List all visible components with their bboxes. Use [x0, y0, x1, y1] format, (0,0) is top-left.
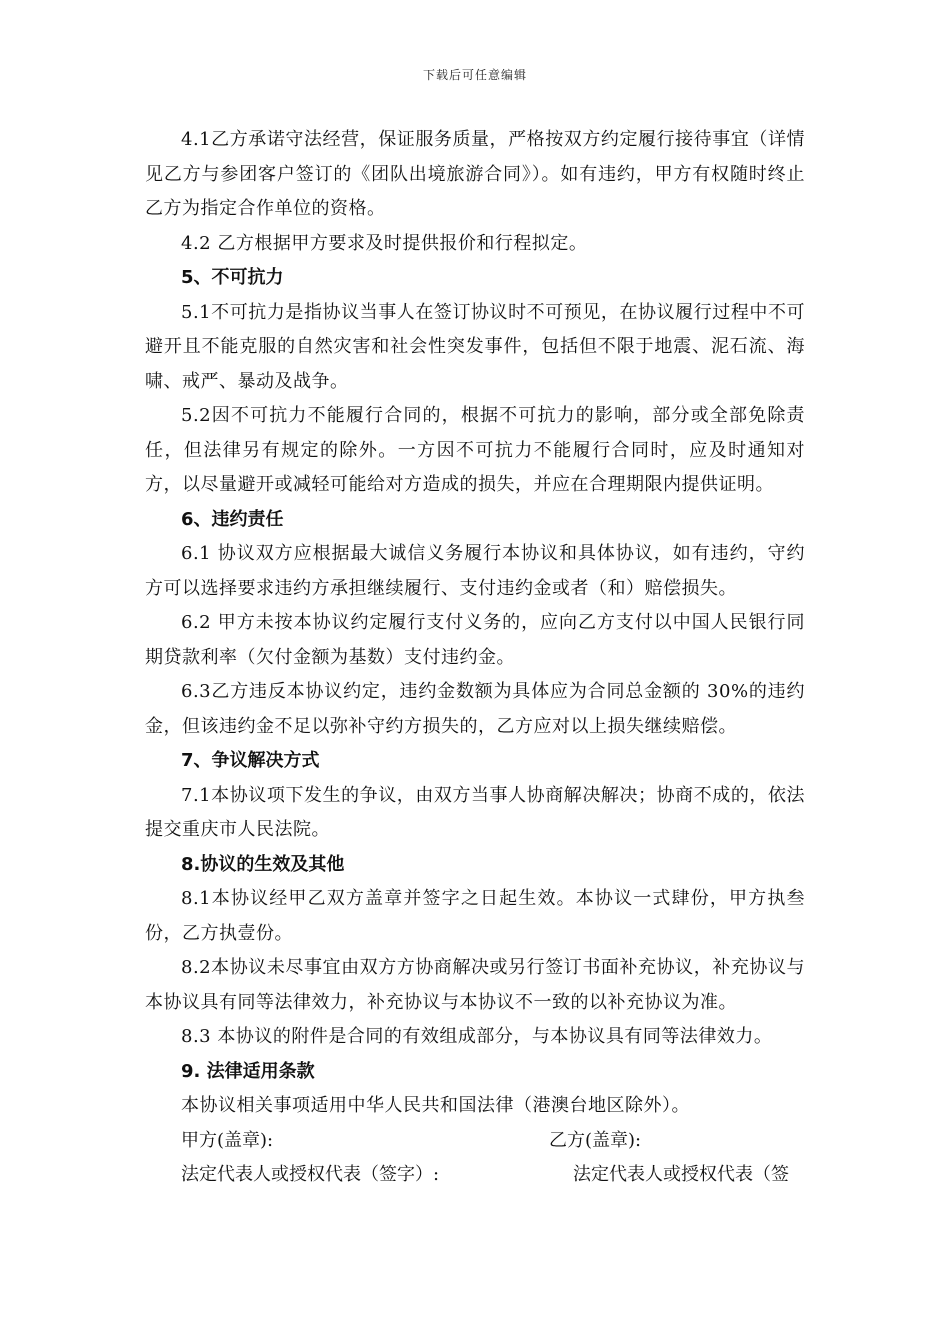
- clause-4-1: 4.1乙方承诺守法经营，保证服务质量，严格按双方约定履行接待事宜（详情见乙方与参团客户签订的《团队出境旅游合同》）。如有违约，甲方有权随时终止乙方为指定合作单位的资格。: [145, 129, 805, 219]
- section-heading-9: 9. 法律适用条款: [181, 1060, 315, 1082]
- clause-8-1: 8.1本协议经甲乙双方盖章并签字之日起生效。本协议一式肆份，甲方执叁份，乙方执壹份。: [145, 888, 805, 944]
- section-heading-7: 7、争议解决方式: [181, 750, 320, 771]
- party-a-seal-label: 甲方(盖章):: [181, 1129, 274, 1151]
- page-header: 下载后可任意编辑: [422, 68, 527, 82]
- clause-5-1: 5.1不可抗力是指协议当事人在签订协议时不可预见，在协议履行过程中不可避开且不能克服的自然灾害和社会性突发事件，包括但不限于地震、泥石流、海啸、戒严、暴动及战争。: [145, 301, 805, 392]
- party-a-rep-label: 法定代表人或授权代表（签字）:: [181, 1164, 440, 1185]
- section-heading-6: 6、违约责任: [181, 508, 284, 530]
- clause-4-2: 4.2 乙方根据甲方要求及时提供报价和行程拟定。: [181, 232, 588, 254]
- representative-line: [145, 1158, 805, 1193]
- clause-9-text: 本协议相关事项适用中华人民共和国法律（港澳台地区除外）。: [181, 1095, 690, 1116]
- section-heading-5: 5、不可抗力: [181, 267, 284, 288]
- clause-8-2: 8.2本协议未尽事宜由双方方协商解决或另行签订书面补充协议，补充协议与本协议具有同等法律效力，补充协议与本协议不一致的以补充协议为准。: [145, 957, 805, 1013]
- clause-5-2: 5.2因不可抗力不能履行合同的，根据不可抗力的影响，部分或全部免除责任，但法律另有规定的除外。一方因不可抗力不能履行合同时，应及时通知对方，以尽量避开或减轻可能给对方造成的损失，并应在合理期限内提供证明。: [145, 405, 805, 495]
- section-heading-8: 8.协议的生效及其他: [181, 853, 345, 875]
- clause-8-3: 8.3 本协议的附件是合同的有效组成部分，与本协议具有同等法律效力。: [181, 1026, 773, 1047]
- party-b-rep-label: 法定代表人或授权代表（签: [573, 1164, 789, 1185]
- clause-6-1: 6.1 协议双方应根据最大诚信义务履行本协议和具体协议，如有违约，守约方可以选择要求违约方承担继续履行、支付违约金或者（和）赔偿损失。: [145, 543, 805, 599]
- clause-6-3: 6.3乙方违反本协议约定，违约金数额为具体应为合同总金额的 30%的违约金，但该违约金不足以弥补守约方损失的，乙方应对以上损失继续赔偿。: [145, 681, 805, 737]
- party-b-seal-label: 乙方(盖章):: [549, 1129, 642, 1151]
- document-body: [145, 123, 805, 1193]
- seal-line: [145, 1124, 805, 1159]
- clause-6-2: 6.2 甲方未按本协议约定履行支付义务的，应向乙方支付以中国人民银行同期贷款利率（欠付金额为基数）支付违约金。: [145, 612, 805, 668]
- clause-7-1: 7.1本协议项下发生的争议，由双方当事人协商解决解决；协商不成的，依法提交重庆市人民法院。: [145, 784, 805, 840]
